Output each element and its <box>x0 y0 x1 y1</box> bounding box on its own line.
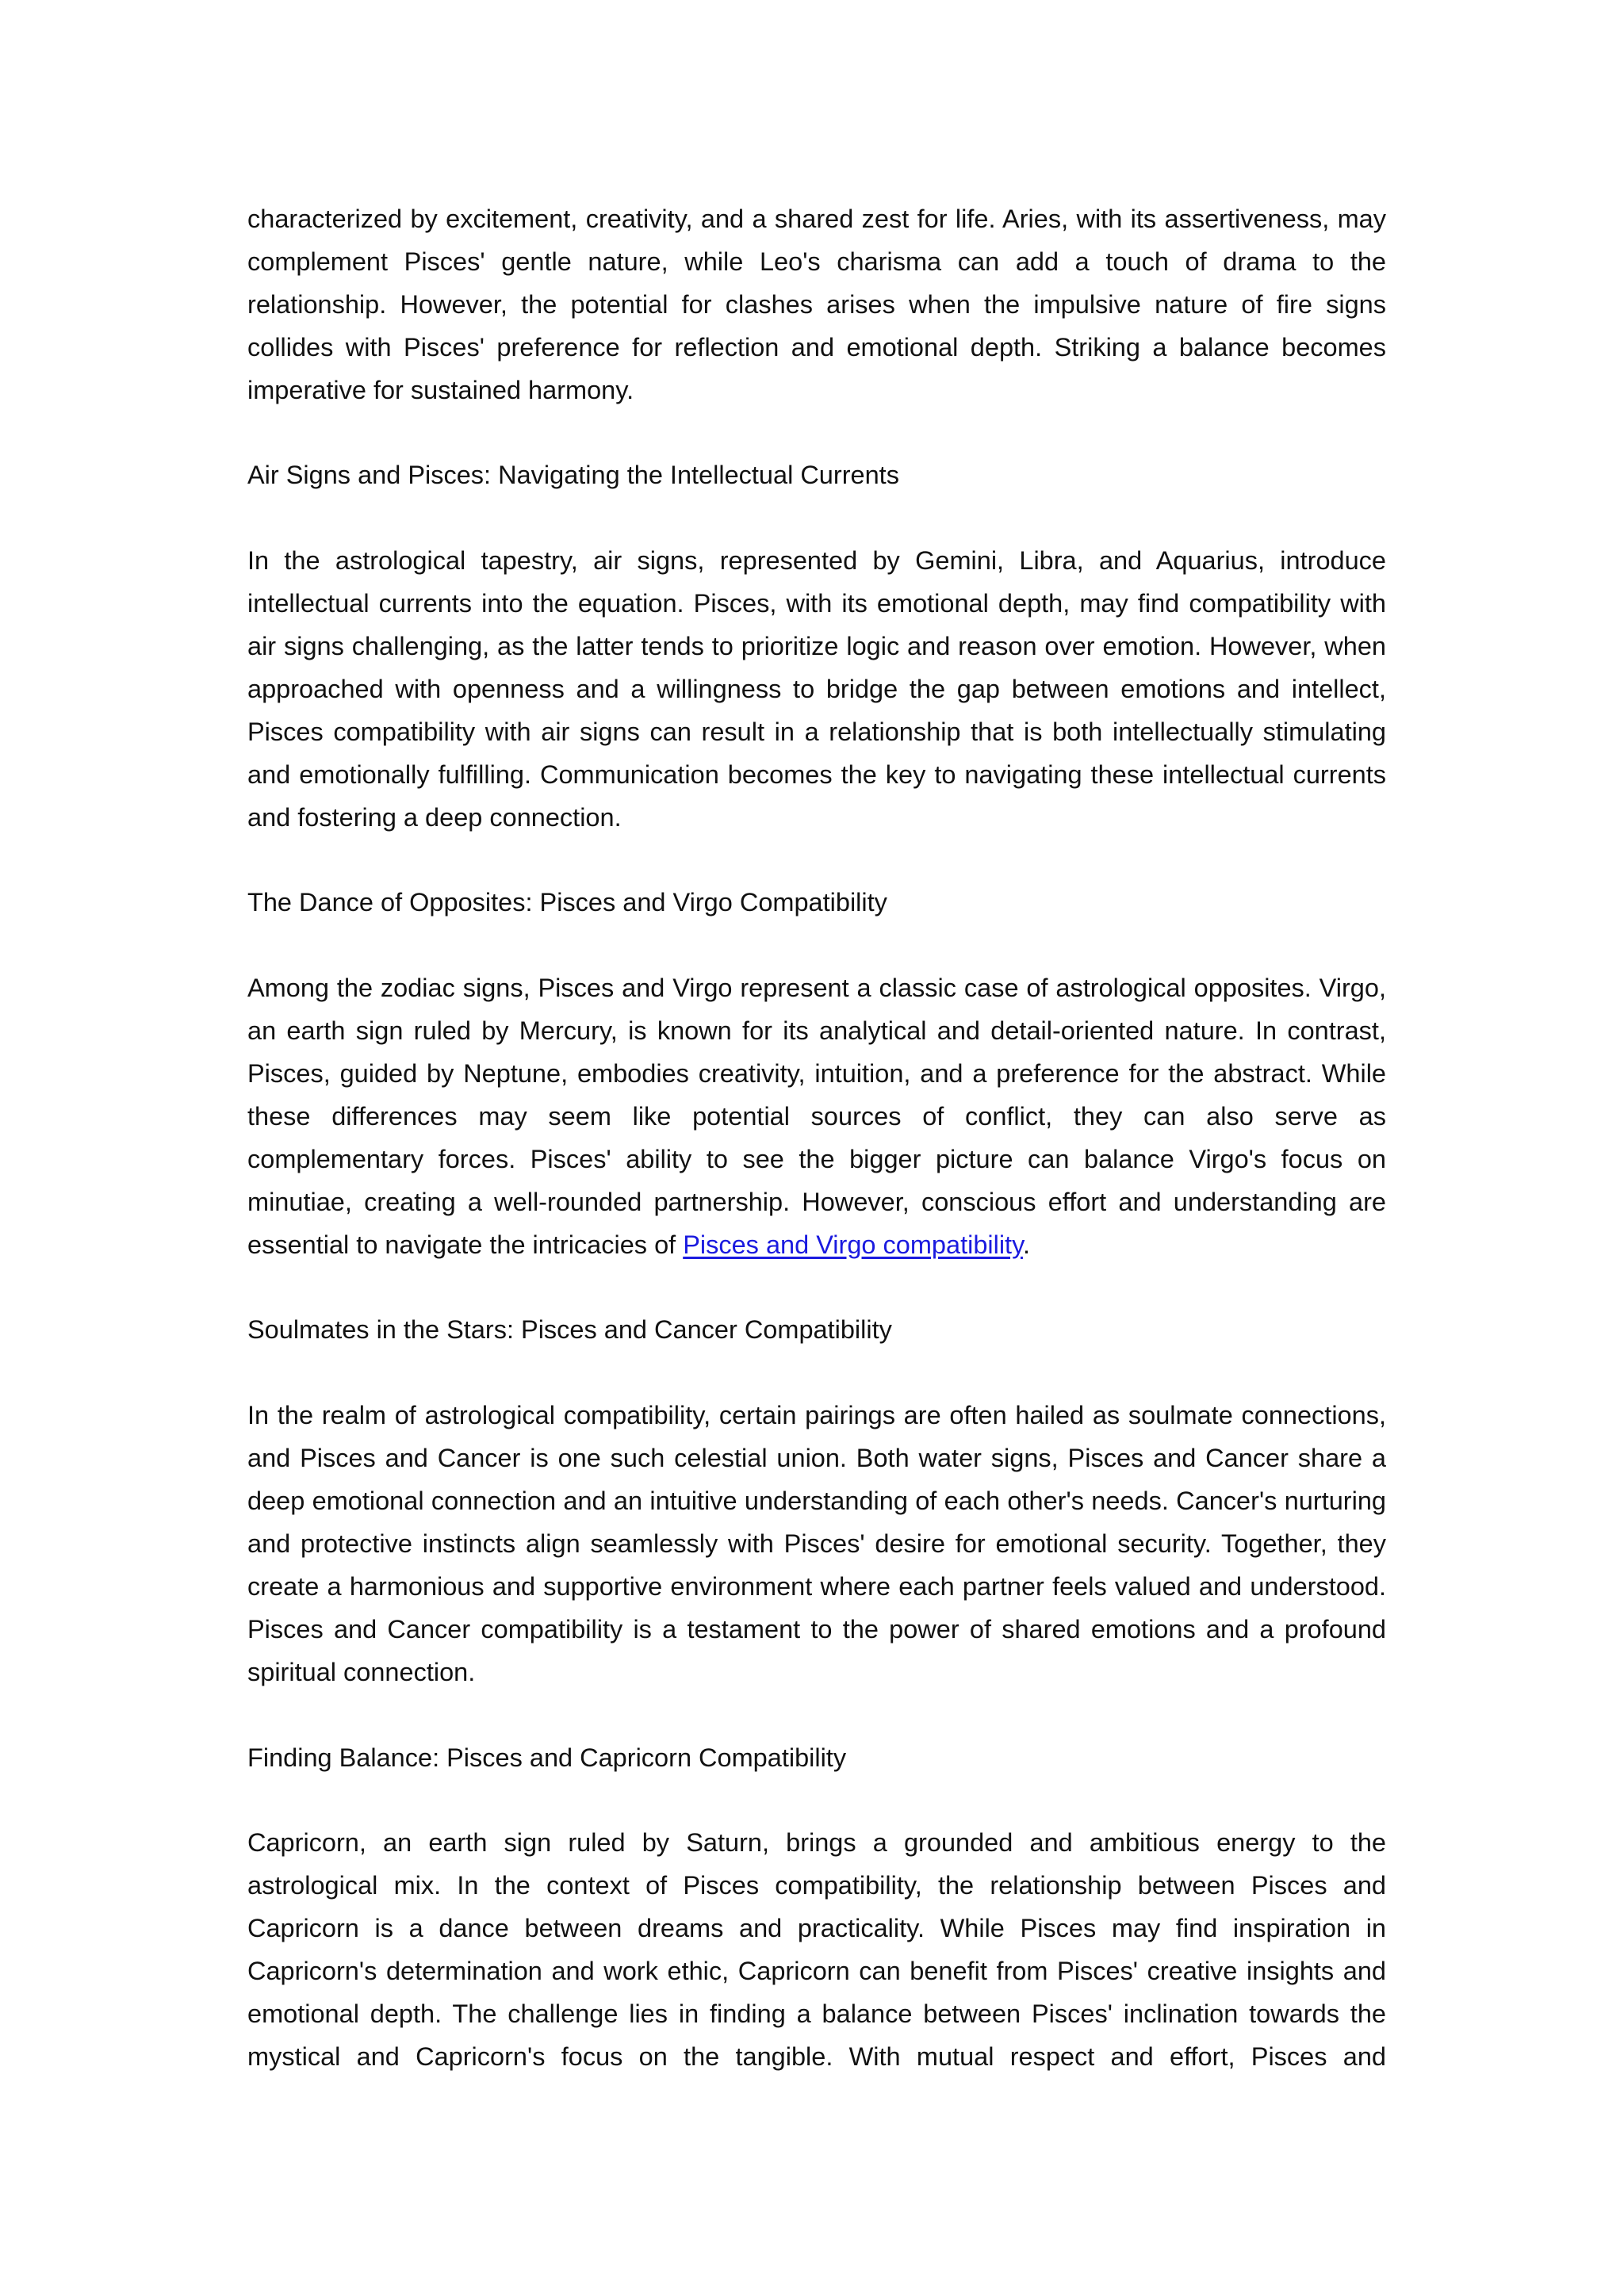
paragraph-air-signs: In the astrological tapestry, air signs, represented by Gemini, Libra, and Aquarius, introduce intellectual currents into the equation. Pisces, with its emotional depth, may find compatibility with air signs challenging, as the latter tends to prioritize logic and reason over emotion. However, when approached with openness and a willingness to bridge the gap between emotions and intellect, Pisces compatibility with air signs can result in a relationship that is both intellectually stimulating and emotionally fulfilling. Communication becomes the key to navigating these intellectual currents and fostering a deep connection. <box>247 546 1386 832</box>
pisces-virgo-compatibility-link[interactable]: Pisces and Virgo compatibility <box>683 1230 1023 1259</box>
heading-capricorn: Finding Balance: Pisces and Capricorn Compatibility <box>247 1743 847 1772</box>
paragraph-virgo-text: Among the zodiac signs, Pisces and Virgo represent a classic case of astrological opposites. Virgo, an earth sign ruled by Mercury, is known for its analytical and detail-oriented nature. In contrast, Pisces, guided by Neptune, embodies creativity, intuition, and a preference for the abstract. While these differences may seem like potential sources of conflict, they can also serve as complementary forces. Pisces' ability to see the bigger picture can balance Virgo's focus on minutiae, creating a well-rounded partnership. However, conscious effort and understanding are essential to navigate the intricacies of <box>247 974 1386 1259</box>
document-body <box>247 198 1386 2079</box>
paragraph-fire-signs: characterized by excitement, creativity, and a shared zest for life. Aries, with its assertiveness, may complement Pisces' gentle nature, while Leo's charisma can add a touch of drama to the relationship. However, the potential for clashes arises when the impulsive nature of fire signs collides with Pisces' preference for reflection and emotional depth. Striking a balance becomes imperative for sustained harmony. <box>247 205 1386 404</box>
paragraph-virgo-end: . <box>1022 1230 1030 1259</box>
heading-cancer: Soulmates in the Stars: Pisces and Cancer Compatibility <box>247 1315 892 1345</box>
heading-virgo: The Dance of Opposites: Pisces and Virgo Compatibility <box>247 888 887 917</box>
heading-air-signs: Air Signs and Pisces: Navigating the Intellectual Currents <box>247 461 899 490</box>
paragraph-virgo <box>247 967 1386 1266</box>
paragraph-capricorn: Capricorn, an earth sign ruled by Saturn, brings a grounded and ambitious energy to the astrological mix. In the context of Pisces compatibility, the relationship between Pisces and Capricorn is a dance between dreams and practicality. While Pisces may find inspiration in Capricorn's determination and work ethic, Capricorn can benefit from Pisces' creative insights and emotional depth. The challenge lies in finding a balance between Pisces' inclination towards the mystical and Capricorn's focus on the tangible. With mutual respect and effort, Pisces and <box>247 1828 1386 2071</box>
paragraph-cancer: In the realm of astrological compatibility, certain pairings are often hailed as soulmate connections, and Pisces and Cancer is one such celestial union. Both water signs, Pisces and Cancer share a deep emotional connection and an intuitive understanding of each other's needs. Cancer's nurturing and protective instincts align seamlessly with Pisces' desire for emotional security. Together, they create a harmonious and supportive environment where each partner feels valued and understood. Pisces and Cancer compatibility is a testament to the power of shared emotions and a profound spiritual connection. <box>247 1401 1386 1686</box>
